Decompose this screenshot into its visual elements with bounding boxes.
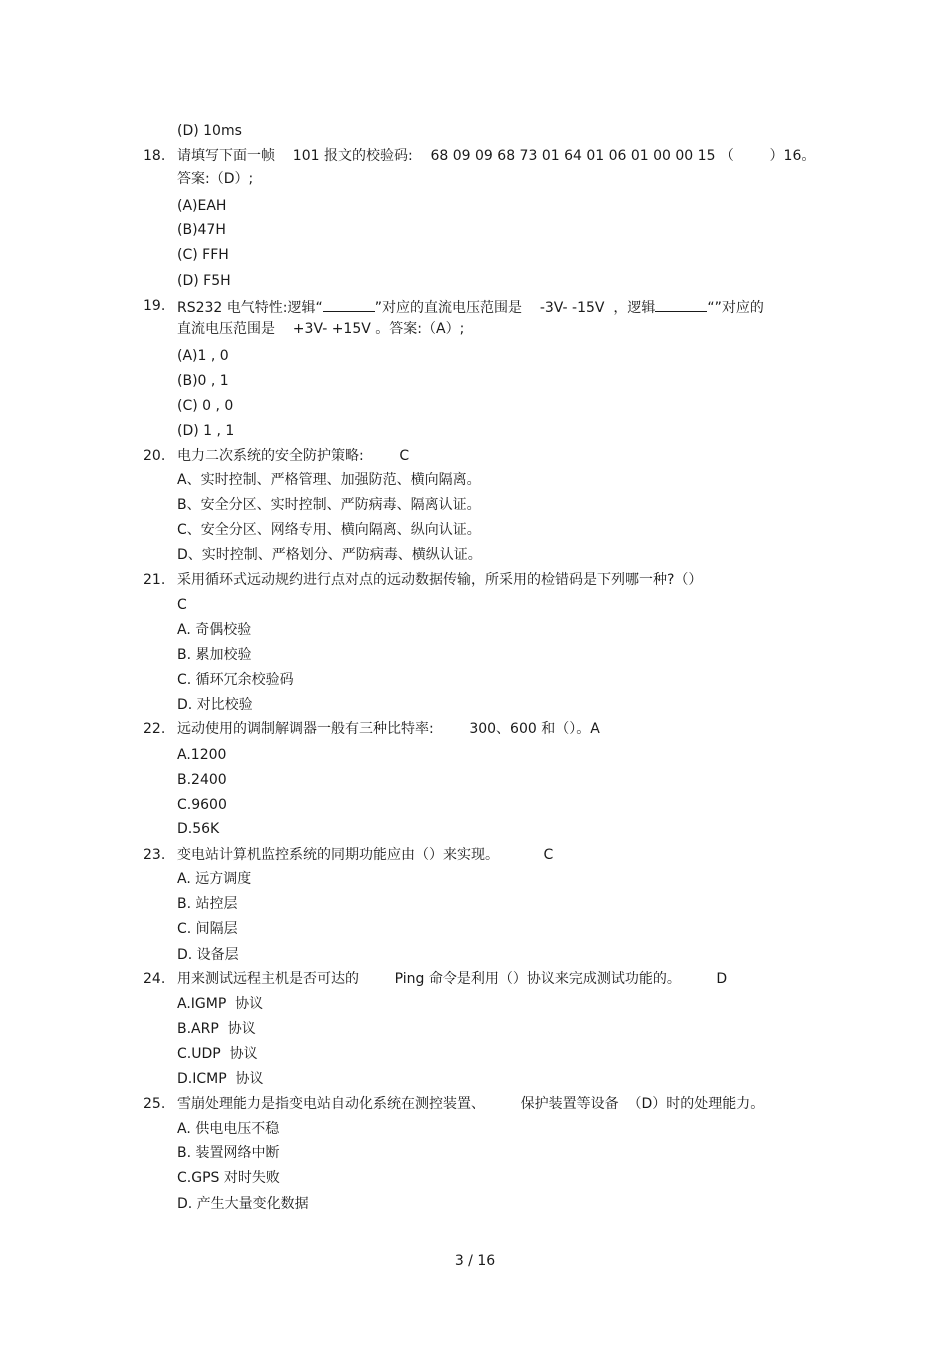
question-stem: 采用循环式远动规约进行点对点的远动数据传输，所采用的检错码是下列哪一种?（）: [177, 572, 703, 588]
option-text: A、实时控制、严格管理、加强防范、横向隔离。: [177, 472, 481, 488]
option-text: D. 对比校验: [177, 697, 253, 713]
option-text: C.9600: [177, 797, 227, 813]
page-number: 3 / 16: [454, 1253, 496, 1269]
option-text: C、安全分区、网络专用、横向隔离、纵向认证。: [177, 522, 481, 538]
option-text: (B)0 , 1: [177, 373, 229, 389]
question-answer: 答案:（D）;: [177, 171, 254, 187]
question-stem: 电力二次系统的安全防护策略: C: [177, 448, 410, 464]
question-number: 23.: [143, 847, 166, 863]
option-text: (B)47H: [177, 222, 226, 238]
stem-part: RS232 电气特性:逻辑“: [177, 300, 323, 316]
option-text: B. 累加校验: [177, 647, 252, 663]
option-text: (D) 10ms: [177, 123, 242, 139]
option-text: B、安全分区、实时控制、严防病毒、隔离认证。: [177, 497, 481, 513]
option-text: C.UDP 协议: [177, 1046, 258, 1062]
option-text: D. 产生大量变化数据: [177, 1196, 309, 1212]
option-text: B.2400: [177, 772, 227, 788]
question-number: 20.: [143, 448, 166, 464]
option-text: D.ICMP 协议: [177, 1071, 264, 1087]
fill-blank: [655, 297, 707, 312]
option-text: A. 远方调度: [177, 871, 252, 887]
question-stem: 远动使用的调制解调器一般有三种比特率: 300、600 和（）。A: [177, 721, 600, 737]
stem-part: ”对应的直流电压范围是 -3V- -15V ，逻辑: [374, 300, 656, 316]
option-text: (D) F5H: [177, 273, 231, 289]
option-text: A. 奇偶校验: [177, 622, 252, 638]
option-text: B. 装置网络中断: [177, 1145, 280, 1161]
option-text: A.1200: [177, 747, 227, 763]
option-text: B. 站控层: [177, 896, 238, 912]
stem-part: “: [707, 300, 715, 316]
option-text: D. 设备层: [177, 947, 239, 963]
question-stem: [177, 297, 764, 317]
option-text: D、实时控制、严格划分、严防病毒、横纵认证。: [177, 547, 482, 563]
option-text: C.GPS 对时失败: [177, 1170, 280, 1186]
question-stem: 用来测试远程主机是否可达的 Ping 命令是利用（）协议来完成测试功能的。 D: [177, 971, 728, 987]
option-text: C. 循环冗余校验码: [177, 672, 294, 688]
option-text: B.ARP 协议: [177, 1021, 256, 1037]
question-answer: C: [177, 597, 187, 613]
option-text: A.IGMP 协议: [177, 996, 264, 1012]
fill-blank: [323, 297, 375, 312]
option-text: (C) FFH: [177, 247, 229, 263]
question-number: 21.: [143, 572, 166, 588]
option-text: (C) 0 , 0: [177, 398, 234, 414]
stem-part: ”对应的: [714, 300, 764, 316]
option-text: (A)EAH: [177, 198, 227, 214]
question-stem: 请填写下面一帧 101 报文的校验码: 68 09 09 68 73 01 64 01 06 01 00 00 15 （ ）16。: [177, 148, 816, 164]
question-number: 18.: [143, 148, 166, 164]
question-number: 24.: [143, 971, 166, 987]
question-answer: 直流电压范围是 +3V- +15V 。答案:（A）;: [177, 321, 465, 337]
option-text: C. 间隔层: [177, 921, 238, 937]
option-text: (D) 1 , 1: [177, 423, 235, 439]
question-number: 25.: [143, 1096, 166, 1112]
question-stem: 变电站计算机监控系统的同期功能应由（）来实现。 C: [177, 847, 554, 863]
question-number: 22.: [143, 721, 166, 737]
option-text: D.56K: [177, 821, 220, 837]
option-text: A. 供电电压不稳: [177, 1121, 280, 1137]
question-number: 19.: [143, 298, 166, 314]
question-stem: 雪崩处理能力是指变电站自动化系统在测控装置、 保护装置等设备 （D）时的处理能力。: [177, 1096, 765, 1112]
option-text: (A)1 , 0: [177, 348, 229, 364]
